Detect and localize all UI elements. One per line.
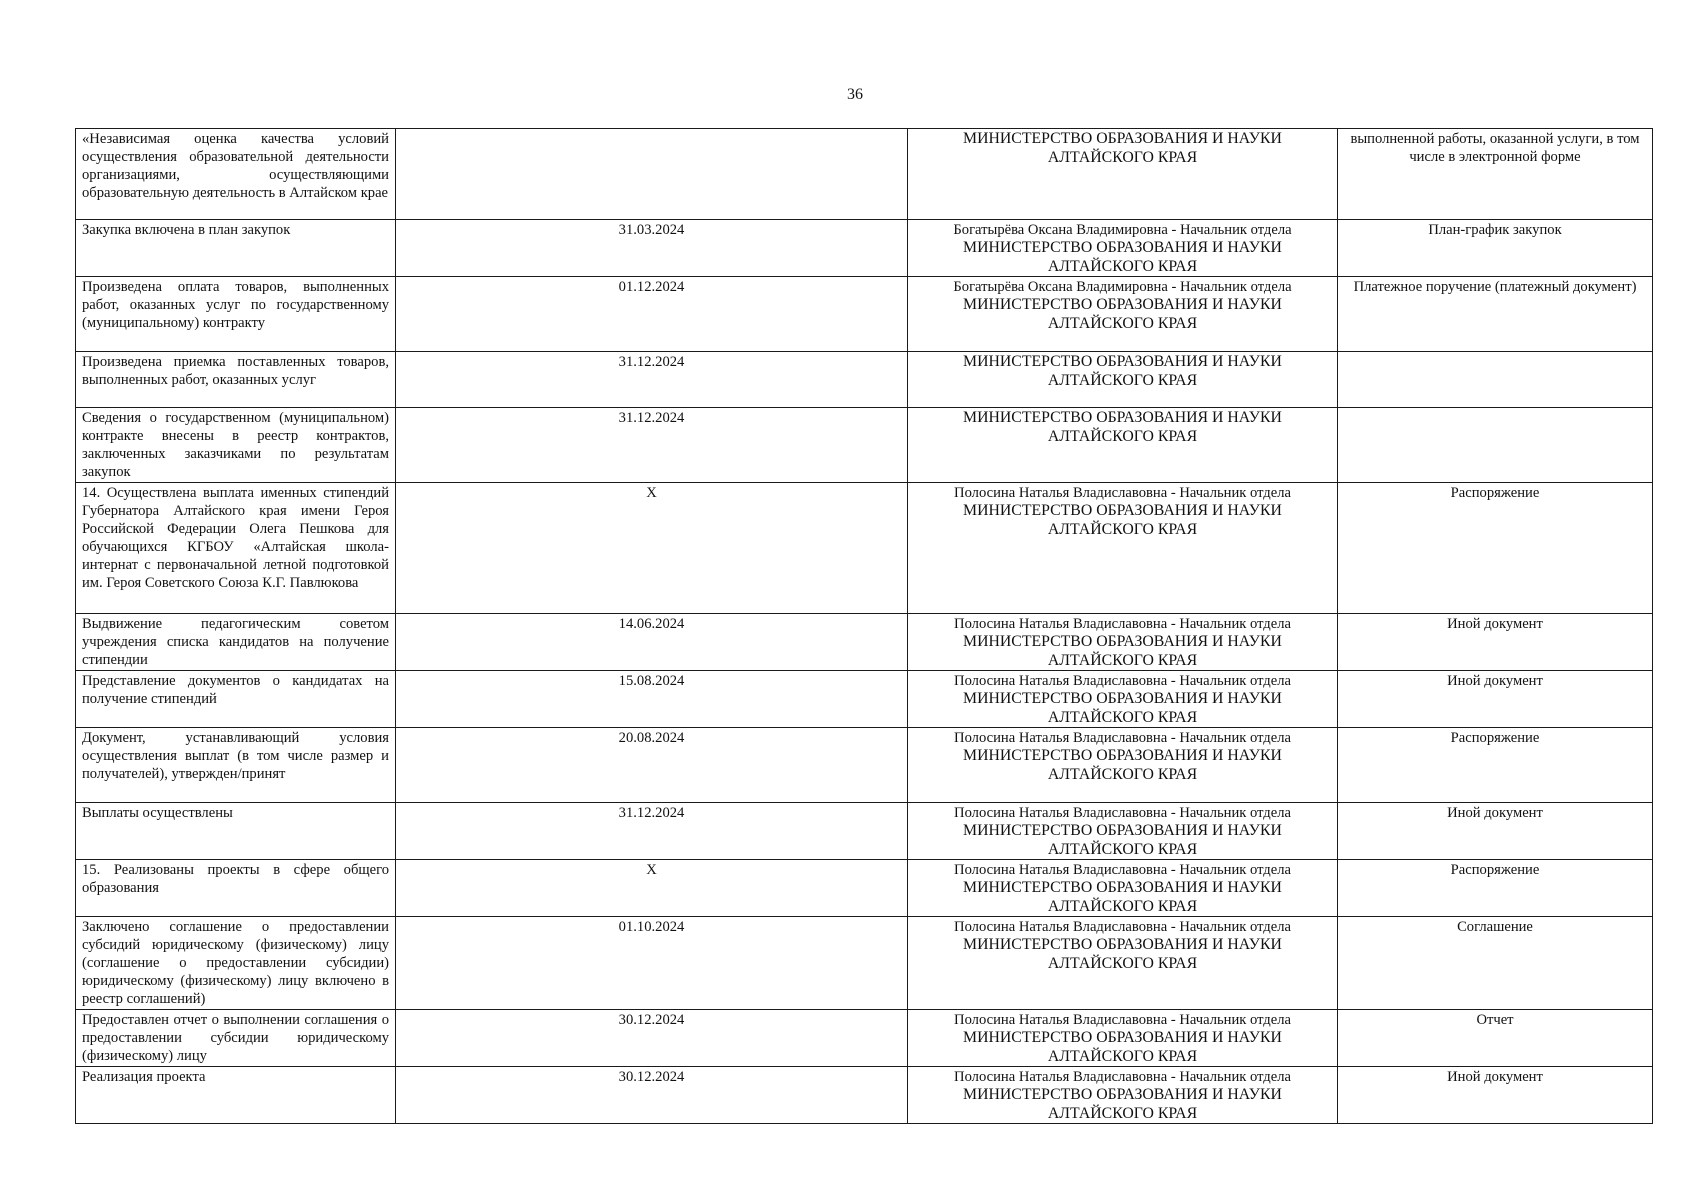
responsible-cell [908, 220, 1338, 277]
control-points-table [75, 128, 1653, 1124]
responsible-org: МИНИСТЕРСТВО ОБРАЗОВАНИЯ И НАУКИ АЛТАЙСКОГО КРАЯ [963, 353, 1282, 389]
document-cell: Распоряжение [1338, 860, 1653, 917]
table-row [76, 917, 1653, 1010]
document-cell: Иной документ [1338, 671, 1653, 728]
responsible-person: Богатырёва Оксана Владимировна - Начальник отдела [953, 222, 1292, 238]
responsible-org: МИНИСТЕРСТВО ОБРАЗОВАНИЯ И НАУКИ АЛТАЙСКОГО КРАЯ [963, 1086, 1282, 1122]
date-cell: 31.03.2024 [396, 220, 908, 277]
date-cell: 20.08.2024 [396, 728, 908, 803]
event-cell: Произведена оплата товаров, выполненных работ, оказанных услуг по государственному (муниципальному) контракту [76, 277, 396, 352]
table-row [76, 352, 1653, 408]
responsible-cell [908, 614, 1338, 671]
responsible-org: МИНИСТЕРСТВО ОБРАЗОВАНИЯ И НАУКИ АЛТАЙСКОГО КРАЯ [963, 239, 1282, 275]
responsible-person: Полосина Наталья Владиславовна - Начальник отдела [954, 485, 1291, 501]
responsible-org: МИНИСТЕРСТВО ОБРАЗОВАНИЯ И НАУКИ АЛТАЙСКОГО КРАЯ [963, 690, 1282, 726]
table-row [76, 277, 1653, 352]
responsible-cell [908, 803, 1338, 860]
table-row [76, 860, 1653, 917]
responsible-org: МИНИСТЕРСТВО ОБРАЗОВАНИЯ И НАУКИ АЛТАЙСКОГО КРАЯ [963, 130, 1282, 166]
responsible-cell [908, 671, 1338, 728]
date-cell [396, 129, 908, 220]
event-cell: 14. Осуществлена выплата именных стипендий Губернатора Алтайского края имени Героя Российской Федерации Олега Пешкова для обучающихся КГБОУ «Алтайская школа-интернат с первоначальной летной подготовкой им. Героя Советского Союза К.Г. Павлюкова [76, 483, 396, 614]
document-cell [1338, 352, 1653, 408]
table-row [76, 671, 1653, 728]
date-cell: 31.12.2024 [396, 408, 908, 483]
document-cell: Иной документ [1338, 803, 1653, 860]
table-row [76, 803, 1653, 860]
table-row [76, 129, 1653, 220]
responsible-org: МИНИСТЕРСТВО ОБРАЗОВАНИЯ И НАУКИ АЛТАЙСКОГО КРАЯ [963, 936, 1282, 972]
responsible-person: Полосина Наталья Владиславовна - Начальник отдела [954, 862, 1291, 878]
document-cell: Отчет [1338, 1010, 1653, 1067]
document-cell: Иной документ [1338, 1067, 1653, 1124]
responsible-org: МИНИСТЕРСТВО ОБРАЗОВАНИЯ И НАУКИ АЛТАЙСКОГО КРАЯ [963, 1029, 1282, 1065]
event-cell: Предоставлен отчет о выполнении соглашения о предоставлении субсидии юридическому (физическому) лицу [76, 1010, 396, 1067]
responsible-cell [908, 1010, 1338, 1067]
event-cell: Документ, устанавливающий условия осуществления выплат (в том числе размер и получателей), утвержден/принят [76, 728, 396, 803]
event-cell: Произведена приемка поставленных товаров, выполненных работ, оказанных услуг [76, 352, 396, 408]
date-cell: 14.06.2024 [396, 614, 908, 671]
event-cell: Представление документов о кандидатах на получение стипендий [76, 671, 396, 728]
responsible-org: МИНИСТЕРСТВО ОБРАЗОВАНИЯ И НАУКИ АЛТАЙСКОГО КРАЯ [963, 747, 1282, 783]
event-cell: Закупка включена в план закупок [76, 220, 396, 277]
date-cell: 30.12.2024 [396, 1010, 908, 1067]
document-cell: План-график закупок [1338, 220, 1653, 277]
table-row [76, 483, 1653, 614]
document-cell: Платежное поручение (платежный документ) [1338, 277, 1653, 352]
table-row [76, 728, 1653, 803]
date-cell: 31.12.2024 [396, 352, 908, 408]
event-cell: 15. Реализованы проекты в сфере общего образования [76, 860, 396, 917]
responsible-person: Полосина Наталья Владиславовна - Начальник отдела [954, 673, 1291, 689]
date-cell: 30.12.2024 [396, 1067, 908, 1124]
document-cell: Распоряжение [1338, 728, 1653, 803]
responsible-person: Полосина Наталья Владиславовна - Начальник отдела [954, 805, 1291, 821]
date-cell: 01.10.2024 [396, 917, 908, 1010]
responsible-org: МИНИСТЕРСТВО ОБРАЗОВАНИЯ И НАУКИ АЛТАЙСКОГО КРАЯ [963, 633, 1282, 669]
responsible-person: Полосина Наталья Владиславовна - Начальник отдела [954, 730, 1291, 746]
event-cell: Заключено соглашение о предоставлении субсидий юридическому (физическому) лицу (соглашение о предоставлении субсидии) юридическому (физическому) лицу включено в реестр соглашений) [76, 917, 396, 1010]
document-cell [1338, 408, 1653, 483]
responsible-person: Полосина Наталья Владиславовна - Начальник отдела [954, 616, 1291, 632]
event-cell: Сведения о государственном (муниципальном) контракте внесены в реестр контрактов, заключенных заказчиками по результатам закупок [76, 408, 396, 483]
responsible-org: МИНИСТЕРСТВО ОБРАЗОВАНИЯ И НАУКИ АЛТАЙСКОГО КРАЯ [963, 409, 1282, 445]
responsible-person: Полосина Наталья Владиславовна - Начальник отдела [954, 1012, 1291, 1028]
responsible-cell [908, 917, 1338, 1010]
event-cell: «Независимая оценка качества условий осуществления образовательной деятельности организациями, осуществляющими образовательную деятельность в Алтайском крае [76, 129, 396, 220]
responsible-org: МИНИСТЕРСТВО ОБРАЗОВАНИЯ И НАУКИ АЛТАЙСКОГО КРАЯ [963, 822, 1282, 858]
responsible-cell [908, 1067, 1338, 1124]
responsible-person: Полосина Наталья Владиславовна - Начальник отдела [954, 919, 1291, 935]
event-cell: Выдвижение педагогическим советом учреждения списка кандидатов на получение стипендии [76, 614, 396, 671]
table-row [76, 1067, 1653, 1124]
table-row [76, 220, 1653, 277]
responsible-cell [908, 129, 1338, 220]
page-number: 36 [847, 86, 863, 103]
document-cell: Иной документ [1338, 614, 1653, 671]
responsible-cell [908, 277, 1338, 352]
responsible-cell [908, 728, 1338, 803]
date-cell: X [396, 483, 908, 614]
responsible-cell [908, 860, 1338, 917]
event-cell: Реализация проекта [76, 1067, 396, 1124]
table-row [76, 1010, 1653, 1067]
responsible-org: МИНИСТЕРСТВО ОБРАЗОВАНИЯ И НАУКИ АЛТАЙСКОГО КРАЯ [963, 879, 1282, 915]
date-cell: 15.08.2024 [396, 671, 908, 728]
responsible-cell [908, 352, 1338, 408]
responsible-org: МИНИСТЕРСТВО ОБРАЗОВАНИЯ И НАУКИ АЛТАЙСКОГО КРАЯ [963, 502, 1282, 538]
document-cell: выполненной работы, оказанной услуги, в том числе в электронной форме [1338, 129, 1653, 220]
responsible-org: МИНИСТЕРСТВО ОБРАЗОВАНИЯ И НАУКИ АЛТАЙСКОГО КРАЯ [963, 296, 1282, 332]
table-row [76, 408, 1653, 483]
responsible-person: Полосина Наталья Владиславовна - Начальник отдела [954, 1069, 1291, 1085]
table-row [76, 614, 1653, 671]
date-cell: 31.12.2024 [396, 803, 908, 860]
responsible-person: Богатырёва Оксана Владимировна - Начальник отдела [953, 279, 1292, 295]
document-cell: Соглашение [1338, 917, 1653, 1010]
responsible-cell [908, 483, 1338, 614]
date-cell: X [396, 860, 908, 917]
responsible-cell [908, 408, 1338, 483]
event-cell: Выплаты осуществлены [76, 803, 396, 860]
date-cell: 01.12.2024 [396, 277, 908, 352]
document-cell: Распоряжение [1338, 483, 1653, 614]
table-body [76, 129, 1653, 1124]
